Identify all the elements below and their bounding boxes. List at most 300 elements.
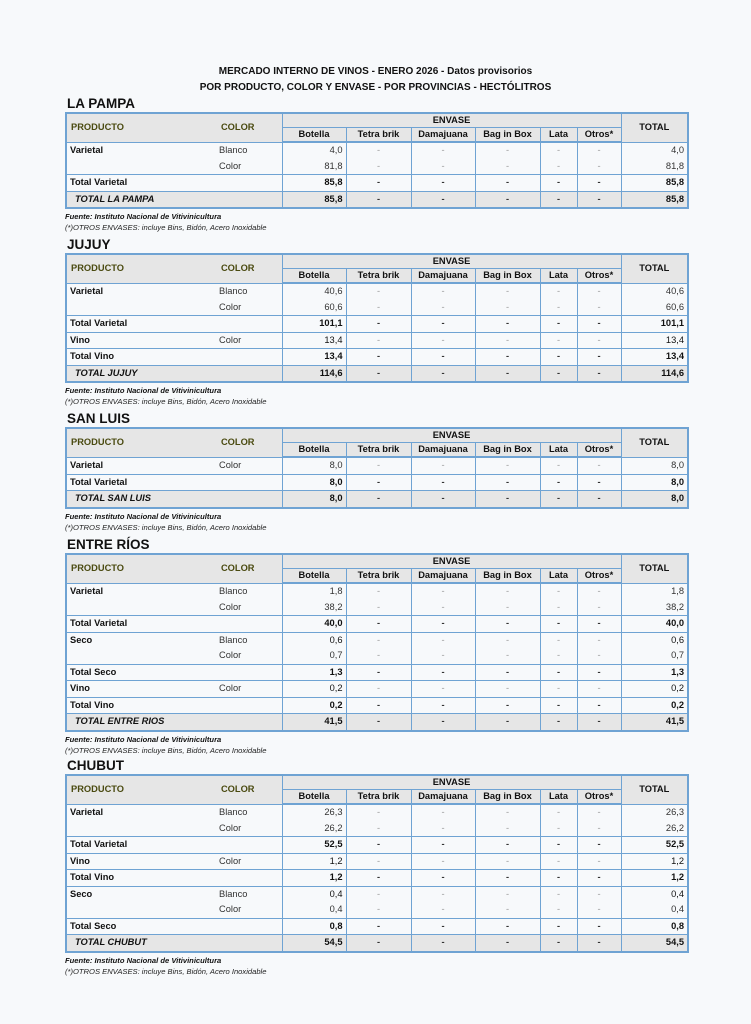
cell-envase-value: -: [346, 491, 411, 508]
cell-envase-value: -: [577, 697, 621, 714]
cell-envase-value: -: [475, 191, 540, 208]
cell-producto: TOTAL SAN LUIS: [66, 491, 216, 508]
cell-envase-value: -: [540, 714, 577, 731]
cell-envase-value: -: [346, 664, 411, 681]
header-total: TOTAL: [621, 113, 688, 142]
cell-total: 8,0: [621, 491, 688, 508]
province-name: ENTRE RÍOS: [67, 537, 150, 552]
header-envase-type: Bag in Box: [475, 443, 540, 458]
cell-envase-value: -: [411, 804, 475, 821]
cell-envase-value: -: [577, 191, 621, 208]
cell-envase-value: -: [540, 616, 577, 633]
cell-envase-value: -: [346, 583, 411, 600]
cell-total: 1,2: [621, 853, 688, 870]
header-envase-type: Lata: [540, 269, 577, 284]
cell-envase-value: -: [577, 870, 621, 887]
cell-color: [216, 491, 282, 508]
header-producto: PRODUCTO: [66, 428, 216, 457]
header-envase: ENVASE: [282, 554, 621, 569]
cell-total: 101,1: [621, 316, 688, 333]
cell-envase-value: -: [346, 191, 411, 208]
cell-envase-value: -: [577, 316, 621, 333]
cell-envase-value: -: [577, 681, 621, 698]
cell-color: [216, 697, 282, 714]
cell-total: 114,6: [621, 365, 688, 382]
cell-envase-value: 13,4: [282, 349, 346, 366]
table-row: [66, 365, 688, 382]
cell-total: 0,4: [621, 886, 688, 902]
table-row: [66, 664, 688, 681]
cell-envase-value: -: [540, 175, 577, 192]
table-row: [66, 457, 688, 474]
header-envase-type: Botella: [282, 443, 346, 458]
header-total: TOTAL: [621, 254, 688, 283]
cell-envase-value: -: [540, 365, 577, 382]
cell-color: [216, 474, 282, 491]
cell-envase-value: 1,8: [282, 583, 346, 600]
cell-envase-value: -: [475, 648, 540, 664]
province-table: [65, 427, 689, 509]
table-row: [66, 191, 688, 208]
header-envase-type: Bag in Box: [475, 269, 540, 284]
province-table: [65, 112, 689, 209]
cell-envase-value: -: [577, 332, 621, 349]
cell-envase-value: -: [540, 316, 577, 333]
province-section: [65, 96, 687, 233]
cell-producto: Total Vino: [66, 870, 216, 887]
cell-envase-value: -: [475, 664, 540, 681]
cell-color: Color: [219, 601, 242, 612]
cell-producto: Varietal: [70, 144, 104, 155]
cell-envase-value: 4,0: [282, 142, 346, 159]
cell-envase-value: 40,6: [282, 283, 346, 300]
table-row: [66, 886, 688, 902]
cell-envase-value: -: [540, 648, 577, 664]
cell-producto: Total Vino: [66, 349, 216, 366]
cell-envase-value: 8,0: [282, 491, 346, 508]
cell-envase-value: -: [475, 616, 540, 633]
cell-envase-value: -: [411, 600, 475, 616]
header-color: COLOR: [216, 775, 282, 804]
cell-envase-value: -: [475, 332, 540, 349]
cell-color: Color: [219, 822, 242, 833]
cell-producto: Varietal: [70, 459, 104, 470]
cell-envase-value: -: [411, 697, 475, 714]
cell-envase-value: -: [577, 365, 621, 382]
cell-color: Blanco: [219, 585, 248, 596]
cell-envase-value: -: [346, 474, 411, 491]
header-envase-type: Tetra brik: [346, 269, 411, 284]
cell-producto: Total Seco: [66, 918, 216, 935]
cell-envase-value: -: [475, 365, 540, 382]
cell-envase-value: -: [475, 316, 540, 333]
header-color: COLOR: [216, 113, 282, 142]
cell-envase-value: -: [540, 821, 577, 837]
header-envase-type: Otros*: [577, 128, 621, 143]
cell-color: [216, 175, 282, 192]
cell-envase-value: -: [411, 935, 475, 952]
cell-envase-value: -: [540, 902, 577, 918]
cell-color: [216, 918, 282, 935]
table-row: [66, 870, 688, 887]
cell-envase-value: -: [577, 886, 621, 902]
table-row: [66, 332, 688, 349]
cell-producto: TOTAL LA PAMPA: [66, 191, 216, 208]
cell-envase-value: -: [577, 349, 621, 366]
cell-envase-value: -: [540, 474, 577, 491]
table-row: [66, 616, 688, 633]
cell-envase-value: -: [411, 821, 475, 837]
province-name: LA PAMPA: [67, 96, 135, 111]
cell-producto: TOTAL CHUBUT: [66, 935, 216, 952]
cell-envase-value: 13,4: [282, 332, 346, 349]
cell-envase-value: -: [475, 853, 540, 870]
header-envase-type: Tetra brik: [346, 128, 411, 143]
cell-envase-value: -: [577, 600, 621, 616]
cell-total: 0,6: [621, 632, 688, 648]
table-row: [66, 300, 688, 316]
cell-total: 8,0: [621, 474, 688, 491]
cell-envase-value: 40,0: [282, 616, 346, 633]
table-row: [66, 648, 688, 664]
cell-envase-value: -: [346, 332, 411, 349]
cell-producto: TOTAL ENTRE RIOS: [66, 714, 216, 731]
cell-total: 54,5: [621, 935, 688, 952]
cell-envase-value: -: [540, 664, 577, 681]
header-color: COLOR: [216, 428, 282, 457]
header-total: TOTAL: [621, 775, 688, 804]
cell-producto: Total Seco: [66, 664, 216, 681]
header-producto: PRODUCTO: [66, 554, 216, 583]
cell-envase-value: 8,0: [282, 474, 346, 491]
cell-envase-value: -: [577, 935, 621, 952]
header-envase: ENVASE: [282, 775, 621, 790]
cell-total: 8,0: [621, 457, 688, 474]
cell-color: Color: [219, 904, 242, 914]
report-title: [0, 64, 751, 96]
cell-color: [216, 349, 282, 366]
cell-producto: Total Varietal: [66, 837, 216, 854]
cell-envase-value: -: [346, 316, 411, 333]
cell-envase-value: 41,5: [282, 714, 346, 731]
header-envase-type: Lata: [540, 790, 577, 805]
cell-color: Color: [219, 650, 242, 660]
table-row: [66, 583, 688, 600]
cell-envase-value: -: [577, 474, 621, 491]
cell-color: [216, 714, 282, 731]
cell-envase-value: -: [346, 935, 411, 952]
cell-envase-value: -: [411, 300, 475, 316]
header-envase-type: Damajuana: [411, 569, 475, 584]
cell-envase-value: -: [577, 583, 621, 600]
cell-total: 4,0: [621, 142, 688, 159]
table-row: [66, 902, 688, 918]
cell-envase-value: -: [475, 583, 540, 600]
cell-envase-value: -: [411, 457, 475, 474]
cell-total: 1,3: [621, 664, 688, 681]
cell-envase-value: -: [577, 918, 621, 935]
cell-envase-value: -: [411, 474, 475, 491]
cell-envase-value: -: [577, 804, 621, 821]
header-envase-type: Bag in Box: [475, 569, 540, 584]
cell-color: Color: [219, 160, 242, 171]
cell-envase-value: 52,5: [282, 837, 346, 854]
cell-envase-value: -: [346, 918, 411, 935]
cell-envase-value: -: [577, 648, 621, 664]
cell-envase-value: -: [411, 681, 475, 698]
cell-envase-value: 85,8: [282, 191, 346, 208]
header-envase-type: Lata: [540, 443, 577, 458]
cell-total: 81,8: [621, 159, 688, 175]
cell-envase-value: -: [577, 457, 621, 474]
cell-envase-value: -: [475, 175, 540, 192]
cell-total: 60,6: [621, 300, 688, 316]
cell-total: 0,2: [621, 681, 688, 698]
cell-envase-value: -: [475, 837, 540, 854]
cell-producto: Total Vino: [66, 697, 216, 714]
cell-envase-value: -: [475, 600, 540, 616]
cell-envase-value: -: [540, 935, 577, 952]
cell-envase-value: 60,6: [282, 300, 346, 316]
cell-envase-value: -: [475, 474, 540, 491]
cell-envase-value: -: [540, 457, 577, 474]
cell-total: 26,3: [621, 804, 688, 821]
cell-producto: [66, 821, 216, 837]
cell-envase-value: 38,2: [282, 600, 346, 616]
cell-envase-value: -: [540, 886, 577, 902]
cell-total: 0,8: [621, 918, 688, 935]
cell-envase-value: -: [411, 918, 475, 935]
table-row: [66, 283, 688, 300]
cell-envase-value: -: [577, 283, 621, 300]
cell-envase-value: -: [411, 648, 475, 664]
cell-color: [216, 664, 282, 681]
header-envase-type: Otros*: [577, 443, 621, 458]
cell-envase-value: -: [540, 804, 577, 821]
source-note: Fuente: Instituto Nacional de Vitivinicultura: [65, 386, 222, 395]
table-row: [66, 821, 688, 837]
table-row: [66, 491, 688, 508]
cell-envase-value: -: [577, 714, 621, 731]
cell-total: 0,4: [621, 902, 688, 918]
cell-envase-value: -: [346, 616, 411, 633]
header-producto: PRODUCTO: [66, 254, 216, 283]
cell-envase-value: -: [475, 804, 540, 821]
cell-envase-value: -: [346, 870, 411, 887]
header-envase: ENVASE: [282, 428, 621, 443]
cell-envase-value: -: [411, 870, 475, 887]
cell-envase-value: 114,6: [282, 365, 346, 382]
header-producto: PRODUCTO: [66, 113, 216, 142]
cell-envase-value: -: [346, 365, 411, 382]
cell-envase-value: -: [540, 870, 577, 887]
header-envase-type: Damajuana: [411, 443, 475, 458]
title-line-2: POR PRODUCTO, COLOR Y ENVASE - POR PROVINCIAS - HECTÓLITROS: [199, 82, 552, 93]
otros-envases-note: (*)OTROS ENVASES: incluye Bins, Bidón, Acero Inoxidable: [65, 397, 267, 406]
cell-envase-value: -: [411, 332, 475, 349]
cell-envase-value: -: [577, 821, 621, 837]
province-section: [65, 758, 687, 977]
table-row: [66, 681, 688, 698]
cell-envase-value: -: [346, 681, 411, 698]
cell-producto: Varietal: [70, 585, 104, 596]
province-name: JUJUY: [67, 237, 111, 252]
cell-envase-value: -: [577, 853, 621, 870]
cell-envase-value: -: [411, 159, 475, 175]
cell-envase-value: -: [540, 918, 577, 935]
cell-producto: TOTAL JUJUY: [66, 365, 216, 382]
cell-envase-value: -: [475, 349, 540, 366]
cell-producto: [66, 159, 216, 175]
cell-envase-value: -: [346, 159, 411, 175]
cell-envase-value: 85,8: [282, 175, 346, 192]
cell-color: [216, 837, 282, 854]
cell-envase-value: -: [411, 886, 475, 902]
cell-producto: Varietal: [70, 285, 104, 296]
table-row: [66, 632, 688, 648]
cell-envase-value: -: [411, 714, 475, 731]
cell-envase-value: -: [346, 837, 411, 854]
cell-envase-value: 8,0: [282, 457, 346, 474]
cell-envase-value: -: [540, 300, 577, 316]
table-row: [66, 853, 688, 870]
cell-envase-value: 1,2: [282, 853, 346, 870]
header-producto: PRODUCTO: [66, 775, 216, 804]
province-table: [65, 253, 689, 383]
cell-envase-value: -: [577, 616, 621, 633]
table-row: [66, 804, 688, 821]
cell-envase-value: -: [540, 349, 577, 366]
province-name: SAN LUIS: [67, 411, 131, 426]
cell-color: Blanco: [216, 632, 282, 648]
cell-envase-value: -: [540, 332, 577, 349]
source-note: Fuente: Instituto Nacional de Vitivinicultura: [65, 955, 222, 965]
province-section: [65, 537, 687, 756]
cell-total: 38,2: [621, 600, 688, 616]
cell-envase-value: -: [577, 902, 621, 918]
cell-envase-value: -: [346, 632, 411, 648]
header-envase-type: Otros*: [577, 269, 621, 284]
header-envase-type: Damajuana: [411, 269, 475, 284]
cell-envase-value: -: [475, 142, 540, 159]
cell-envase-value: 26,2: [282, 821, 346, 837]
cell-envase-value: -: [411, 902, 475, 918]
cell-envase-value: -: [540, 283, 577, 300]
header-envase-type: Tetra brik: [346, 569, 411, 584]
cell-envase-value: -: [411, 632, 475, 648]
otros-envases-note: (*)OTROS ENVASES: incluye Bins, Bidón, Acero Inoxidable: [65, 522, 267, 532]
cell-envase-value: -: [411, 349, 475, 366]
header-total: TOTAL: [621, 428, 688, 457]
cell-envase-value: -: [540, 159, 577, 175]
cell-envase-value: 0,2: [282, 681, 346, 698]
cell-envase-value: -: [475, 697, 540, 714]
cell-envase-value: -: [346, 457, 411, 474]
cell-producto: Total Varietal: [66, 316, 216, 333]
cell-envase-value: -: [411, 365, 475, 382]
otros-envases-note: (*)OTROS ENVASES: incluye Bins, Bidón, Acero Inoxidable: [65, 745, 267, 755]
header-envase: ENVASE: [282, 113, 621, 128]
cell-envase-value: 81,8: [282, 159, 346, 175]
cell-envase-value: -: [540, 600, 577, 616]
cell-color: Blanco: [219, 285, 248, 296]
cell-total: 0,7: [621, 648, 688, 664]
otros-envases-note: (*)OTROS ENVASES: incluye Bins, Bidón, Acero Inoxidable: [65, 223, 267, 232]
cell-envase-value: -: [540, 632, 577, 648]
cell-envase-value: -: [411, 191, 475, 208]
cell-total: 0,2: [621, 697, 688, 714]
header-envase-type: Otros*: [577, 790, 621, 805]
table-row: [66, 918, 688, 935]
cell-envase-value: -: [346, 714, 411, 731]
cell-envase-value: -: [475, 886, 540, 902]
cell-envase-value: -: [540, 697, 577, 714]
cell-envase-value: 101,1: [282, 316, 346, 333]
cell-envase-value: -: [411, 316, 475, 333]
cell-envase-value: 1,3: [282, 664, 346, 681]
cell-envase-value: -: [475, 902, 540, 918]
header-envase-type: Lata: [540, 128, 577, 143]
province-section: [65, 411, 687, 533]
cell-envase-value: -: [411, 853, 475, 870]
cell-total: 85,8: [621, 191, 688, 208]
cell-envase-value: -: [475, 681, 540, 698]
cell-total: 1,8: [621, 583, 688, 600]
header-envase-type: Botella: [282, 269, 346, 284]
cell-total: 13,4: [621, 332, 688, 349]
table-row: [66, 142, 688, 159]
cell-total: 40,0: [621, 616, 688, 633]
cell-envase-value: 26,3: [282, 804, 346, 821]
cell-color: Blanco: [219, 806, 248, 817]
cell-envase-value: -: [577, 175, 621, 192]
cell-envase-value: -: [346, 648, 411, 664]
header-envase: ENVASE: [282, 254, 621, 269]
table-row: [66, 600, 688, 616]
source-note: Fuente: Instituto Nacional de Vitivinicultura: [65, 212, 222, 221]
cell-envase-value: 0,2: [282, 697, 346, 714]
cell-total: 41,5: [621, 714, 688, 731]
cell-color: Blanco: [216, 886, 282, 902]
cell-envase-value: 0,8: [282, 918, 346, 935]
province-table: [65, 774, 689, 953]
header-envase-type: Lata: [540, 569, 577, 584]
cell-envase-value: 1,2: [282, 870, 346, 887]
header-envase-type: Damajuana: [411, 790, 475, 805]
cell-envase-value: -: [411, 491, 475, 508]
header-envase-type: Bag in Box: [475, 128, 540, 143]
cell-producto: Total Varietal: [66, 474, 216, 491]
cell-color: Color: [219, 301, 242, 312]
cell-envase-value: 54,5: [282, 935, 346, 952]
cell-envase-value: -: [346, 697, 411, 714]
cell-producto: [66, 648, 216, 664]
header-envase-type: Damajuana: [411, 128, 475, 143]
cell-envase-value: -: [540, 681, 577, 698]
province-name: CHUBUT: [67, 758, 124, 773]
cell-color: [216, 316, 282, 333]
header-envase-type: Bag in Box: [475, 790, 540, 805]
cell-envase-value: -: [475, 935, 540, 952]
cell-envase-value: -: [411, 175, 475, 192]
cell-envase-value: -: [411, 583, 475, 600]
cell-total: 52,5: [621, 837, 688, 854]
cell-color: [216, 191, 282, 208]
header-envase-type: Tetra brik: [346, 443, 411, 458]
province-section: [65, 237, 687, 407]
cell-envase-value: -: [411, 616, 475, 633]
header-envase-type: Botella: [282, 128, 346, 143]
